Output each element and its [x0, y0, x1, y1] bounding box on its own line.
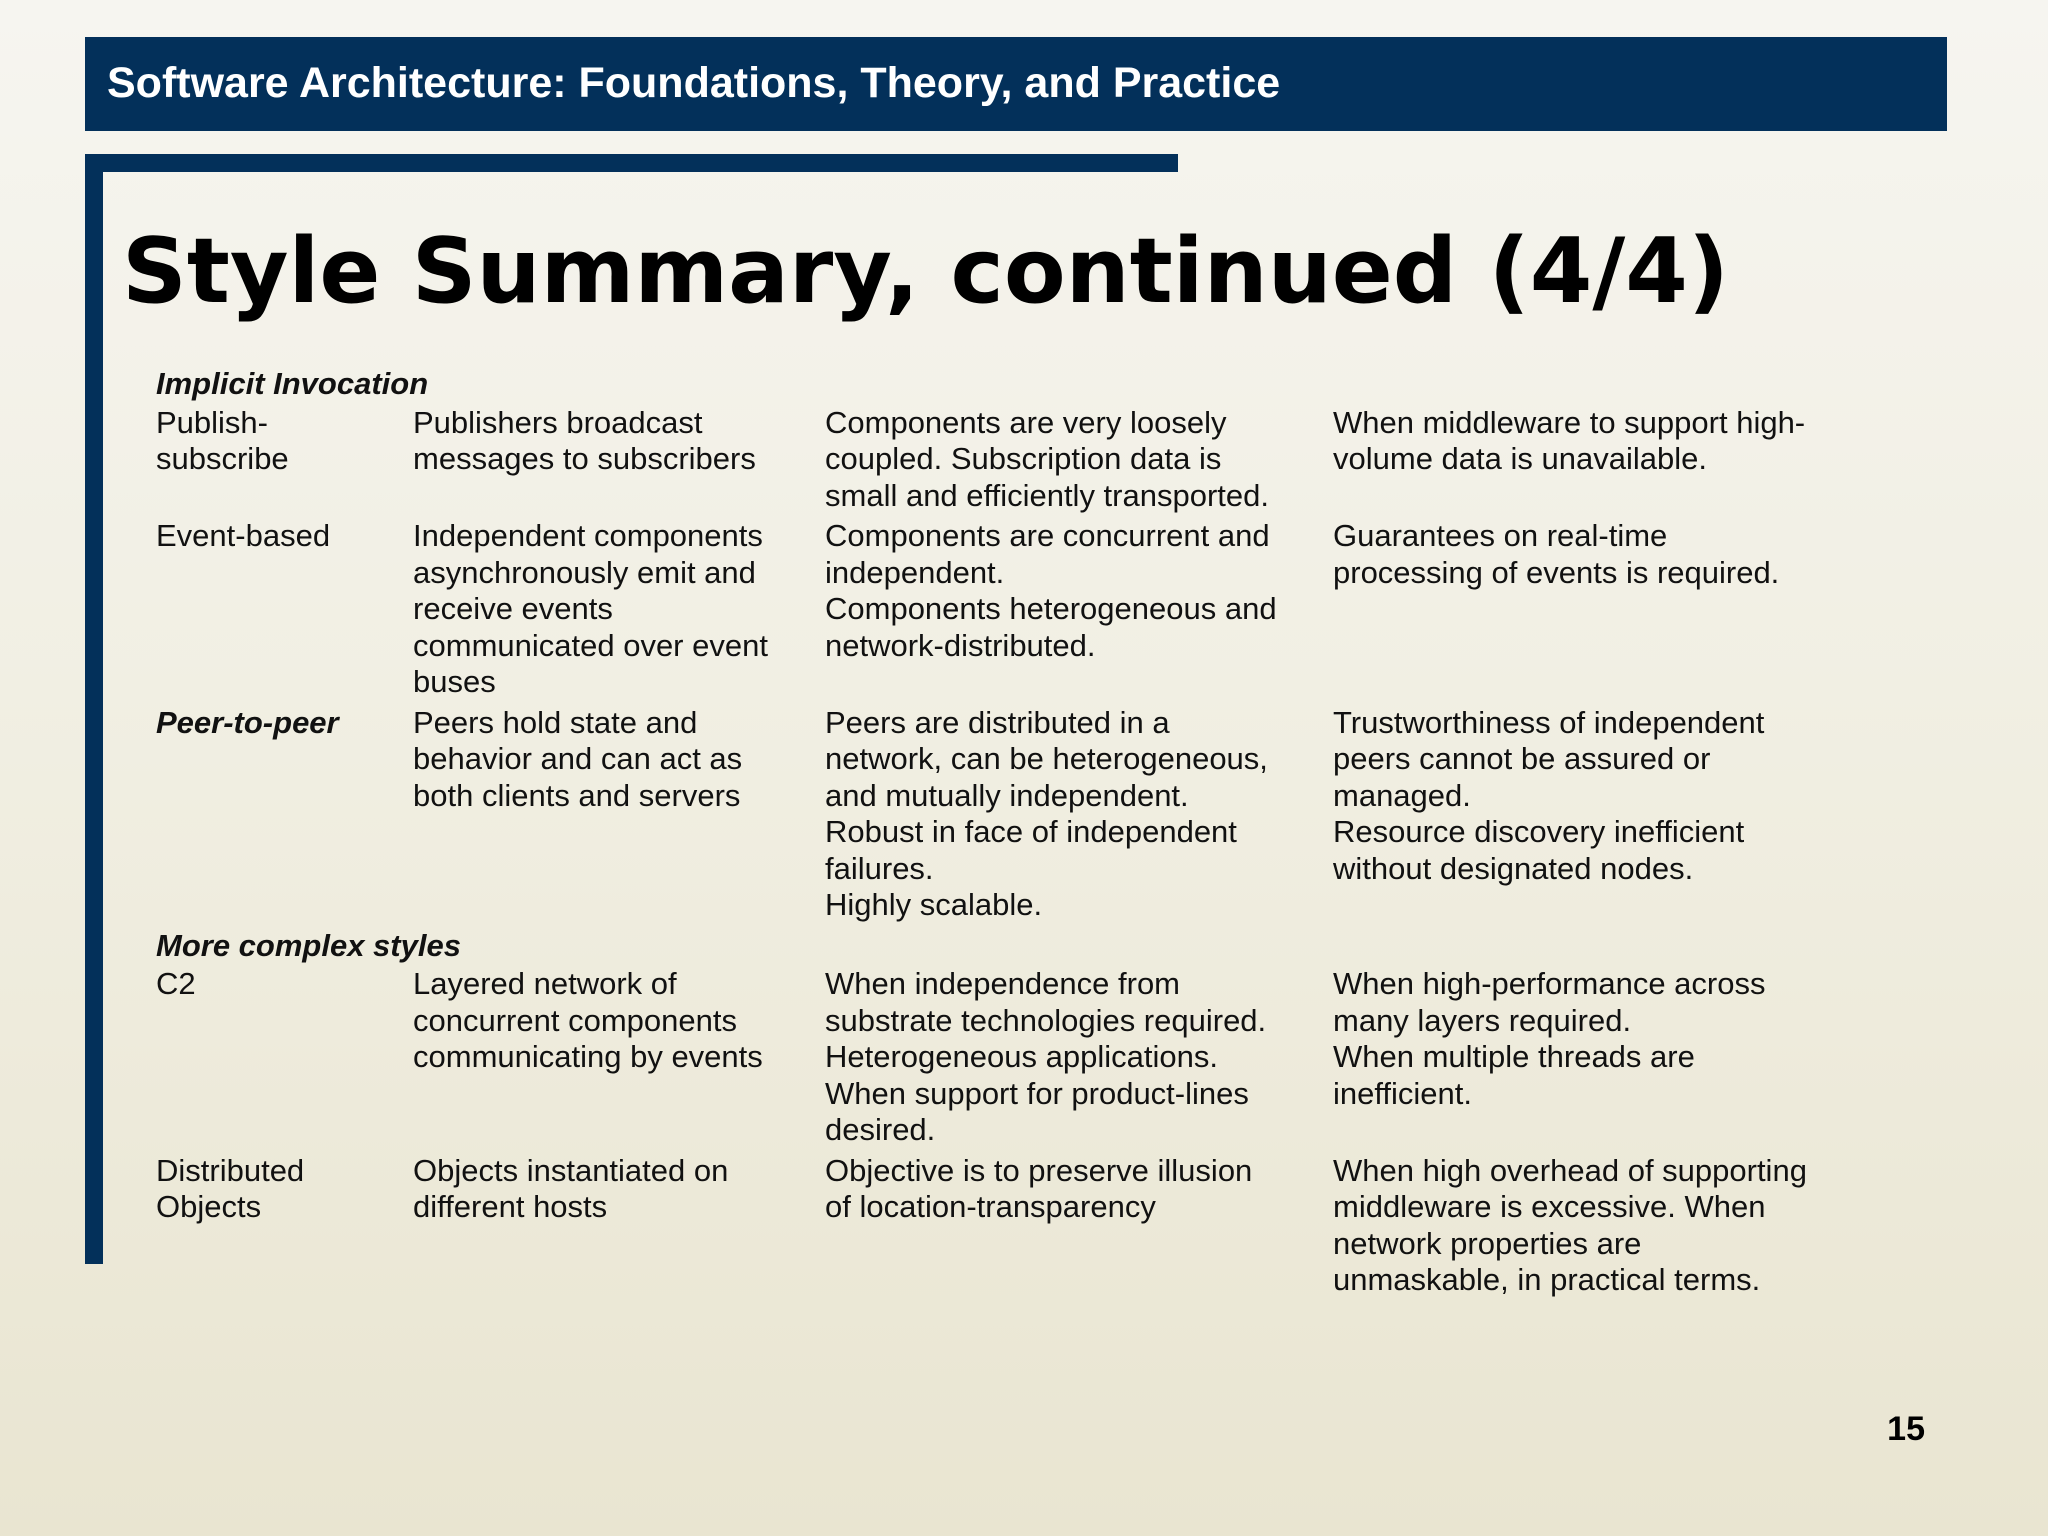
cell-line: independent.: [825, 554, 1005, 590]
cell-line: When multiple threads are: [1333, 1039, 1695, 1074]
accent-bar-left: [85, 154, 103, 1264]
cell-line: Distributed: [156, 1152, 305, 1188]
cell-line: Heterogeneous applications.: [825, 1039, 1218, 1074]
header-bar: [85, 37, 1947, 131]
cell-line: network, can be heterogeneous,: [825, 741, 1268, 776]
table-row-distributed-objects: [156, 1153, 1856, 1299]
cell-line: Publish-: [156, 404, 268, 440]
cell-line: communicating by events: [413, 1039, 763, 1074]
cell-line: substrate technologies required.: [825, 1002, 1267, 1038]
cell-line: Publishers broadcast: [413, 404, 703, 440]
cell-line: When high-performance across: [1333, 966, 1766, 1001]
cell-line: asynchronously emit and: [413, 554, 756, 590]
cell-line: Objects instantiated on: [413, 1152, 729, 1188]
cell-line: Trustworthiness of independent: [1333, 704, 1765, 740]
cell-line: desired.: [825, 1112, 936, 1147]
cell-line: volume data is unavailable.: [1333, 441, 1707, 476]
description-cell: [413, 705, 825, 924]
cell-line: Independent components: [413, 518, 763, 553]
cell-line: Guarantees on real-time: [1333, 518, 1668, 553]
cell-line: Robust in face of independent: [825, 814, 1237, 849]
cell-line: and mutually independent.: [825, 777, 1189, 813]
table-row-publish-subscribe: [156, 405, 1856, 515]
cell-line: When high overhead of supporting: [1333, 1152, 1807, 1188]
cell-line: inefficient.: [1333, 1075, 1473, 1111]
style-name-cell: [156, 405, 413, 515]
when-to-avoid-cell: [1333, 518, 1833, 701]
when-to-avoid-cell: [1333, 405, 1833, 515]
cell-line: network-distributed.: [825, 627, 1096, 663]
description-cell: [413, 966, 825, 1149]
cell-line: small and efficiently transported.: [825, 477, 1269, 513]
cell-line: Peer-to-peer: [156, 704, 339, 740]
cell-line: Components are concurrent and: [825, 518, 1270, 553]
when-to-avoid-cell: [1333, 705, 1833, 924]
cell-line: Event-based: [156, 518, 331, 553]
cell-line: C2: [156, 966, 196, 1001]
cell-line: network properties are: [1333, 1225, 1642, 1261]
style-name-cell: [156, 518, 413, 701]
cell-line: subscribe: [156, 441, 289, 476]
style-name-cell: [156, 966, 413, 1149]
cell-line: concurrent components: [413, 1002, 737, 1038]
section-header-more-complex-styles: More complex styles: [156, 927, 461, 963]
when-to-use-cell: [825, 1153, 1333, 1299]
cell-line: behavior and can act as: [413, 741, 743, 776]
cell-line: Components heterogeneous and: [825, 591, 1277, 626]
section-header-implicit-invocation: Implicit Invocation: [156, 366, 429, 401]
header-title: Software Architecture: Foundations, Theory, and Practice: [107, 59, 1281, 107]
when-to-avoid-cell: [1333, 1153, 1833, 1299]
table-row-peer-to-peer: [156, 705, 1856, 924]
when-to-avoid-cell: [1333, 966, 1833, 1149]
cell-line: When independence from: [825, 966, 1181, 1001]
page-number: 15: [1887, 1410, 1925, 1448]
cell-line: buses: [413, 664, 496, 699]
cell-line: Objects: [156, 1189, 262, 1224]
cell-line: Resource discovery inefficient: [1333, 814, 1745, 849]
when-to-use-cell: [825, 705, 1333, 924]
style-name-cell: [156, 705, 413, 924]
cell-line: processing of events is required.: [1333, 554, 1780, 590]
cell-line: many layers required.: [1333, 1002, 1632, 1038]
cell-line: coupled. Subscription data is: [825, 441, 1222, 476]
cell-line: Peers are distributed in a: [825, 704, 1170, 740]
cell-line: middleware is excessive. When: [1333, 1189, 1766, 1224]
cell-line: communicated over event: [413, 627, 768, 663]
style-summary-table: [156, 366, 1856, 1303]
cell-line: different hosts: [413, 1189, 608, 1224]
style-name-cell: [156, 1153, 413, 1299]
when-to-use-cell: [825, 405, 1333, 515]
cell-line: messages to subscribers: [413, 441, 756, 476]
cell-line: Objective is to preserve illusion: [825, 1152, 1253, 1188]
description-cell: [413, 1153, 825, 1299]
when-to-use-cell: [825, 966, 1333, 1149]
cell-line: of location-transparency: [825, 1189, 1156, 1224]
description-cell: [413, 518, 825, 701]
cell-line: unmaskable, in practical terms.: [1333, 1262, 1761, 1297]
description-cell: [413, 405, 825, 515]
slide-title: Style Summary, continued (4/4): [122, 219, 1729, 324]
cell-line: Highly scalable.: [825, 887, 1043, 922]
table-row-event-based: [156, 518, 1856, 701]
when-to-use-cell: [825, 518, 1333, 701]
cell-line: receive events: [413, 591, 613, 626]
cell-line: managed.: [1333, 777, 1471, 813]
cell-line: without designated nodes.: [1333, 850, 1694, 886]
cell-line: Components are very loosely: [825, 404, 1227, 440]
cell-line: When support for product-lines: [825, 1075, 1249, 1111]
cell-line: failures.: [825, 850, 934, 886]
cell-line: peers cannot be assured or: [1333, 741, 1711, 776]
cell-line: both clients and servers: [413, 777, 741, 813]
cell-line: Layered network of: [413, 966, 677, 1001]
cell-line: When middleware to support high-: [1333, 404, 1806, 440]
cell-line: Peers hold state and: [413, 704, 698, 740]
accent-bar-top: [85, 154, 1178, 172]
table-row-c2: [156, 966, 1856, 1149]
